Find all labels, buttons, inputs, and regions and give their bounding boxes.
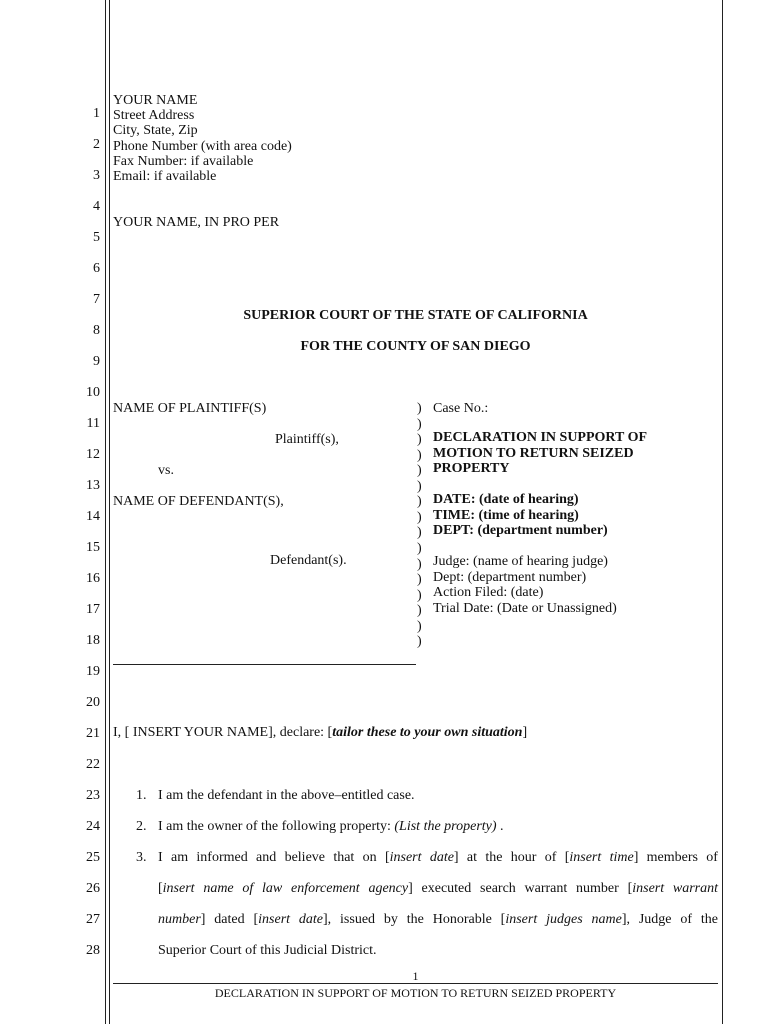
line-number: 8 [93,323,100,338]
item-2-text: I am the owner of the following property: (List the property) . [158,819,504,834]
dept: Dept: (department number) [433,570,587,585]
line-number: 19 [86,664,100,679]
item-3-line: I am informed and believe that on [insert date] at the hour of [insert time] members of [158,850,718,865]
line-number: 14 [86,509,100,524]
footer-title: DECLARATION IN SUPPORT OF MOTION TO RETURN SEIZED PROPERTY [214,986,617,1000]
plaintiff-name: NAME OF PLAINTIFF(S) [113,401,267,416]
header-pro-per: YOUR NAME, IN PRO PER [113,215,280,230]
caption-bottom-rule [113,664,416,665]
line-number: 5 [93,230,100,245]
line-number: 4 [93,199,100,214]
line-number: 27 [86,912,100,927]
line-number: 22 [86,757,100,772]
line-number: 2 [93,137,100,152]
line-number: 9 [93,354,100,369]
line-number: 26 [86,881,100,896]
hearing-date: DATE: (date of hearing) [433,492,579,507]
caption-paren: ) [417,556,422,572]
line-number: 23 [86,788,100,803]
line-number: 3 [93,168,100,183]
caption-paren: ) [417,525,422,541]
line-number: 12 [86,447,100,462]
header-name: YOUR NAME [113,93,198,108]
court-name: SUPERIOR COURT OF THE STATE OF CALIFORNIA [243,308,588,323]
item-3-line: number] dated [insert date], issued by the Honorable [insert judges name], Judge of the [158,912,718,927]
line-number: 20 [86,695,100,710]
doc-title-line2: MOTION TO RETURN SEIZED [433,446,634,461]
line-number: 7 [93,292,100,307]
header-fax: Fax Number: if available [113,154,254,169]
line-number: 28 [86,943,100,958]
defendant-name: NAME OF DEFENDANT(S), [113,494,284,509]
line-number: 13 [86,478,100,493]
line-number: 11 [86,416,100,431]
line-number: 15 [86,540,100,555]
line-number: 25 [86,850,100,865]
caption-paren: ) [417,478,422,494]
item-3-line: Superior Court of this Judicial District. [158,943,377,958]
defendant-label: Defendant(s). [270,553,347,568]
line-number: 18 [86,633,100,648]
judge: Judge: (name of hearing judge) [433,554,608,569]
declaration-intro: I, [ INSERT YOUR NAME], declare: [tailor these to your own situation] [113,725,528,740]
item-1-text: I am the defendant in the above–entitled case. [158,788,415,803]
header-phone: Phone Number (with area code) [113,139,292,154]
header-email: Email: if available [113,169,217,184]
caption-paren: ) [417,572,422,588]
doc-title-line1: DECLARATION IN SUPPORT OF [433,430,648,445]
line-number: 10 [86,385,100,400]
caption-paren: ) [417,634,422,650]
case-number: Case No.: [433,401,489,416]
item-3-number: 3. [136,850,147,865]
caption-paren: ) [417,447,422,463]
action-filed: Action Filed: (date) [433,585,544,600]
left-margin-rule-outer [105,0,106,1024]
versus: vs. [158,463,174,478]
caption-paren: ) [417,618,422,634]
doc-title-line3: PROPERTY [433,461,510,476]
line-number: 24 [86,819,100,834]
hearing-time: TIME: (time of hearing) [433,508,579,523]
item-1-number: 1. [136,788,147,803]
hearing-dept: DEPT: (department number) [433,523,608,538]
left-margin-rule-inner [109,0,110,1024]
caption-paren: ) [417,432,422,448]
footer-rule [113,983,718,984]
page-number: 1 [412,969,419,983]
plaintiff-label: Plaintiff(s), [275,432,339,447]
caption-paren: ) [417,494,422,510]
right-margin-rule [722,0,723,1024]
caption-paren: ) [417,401,422,416]
caption-paren: ) [417,509,422,525]
line-number: 6 [93,261,100,276]
trial-date: Trial Date: (Date or Unassigned) [433,601,617,616]
caption-paren: ) [417,540,422,556]
caption-paren: ) [417,416,422,432]
line-number: 21 [86,726,100,741]
caption-paren: ) [417,463,422,479]
line-number: 1 [93,106,100,121]
caption-paren: ) [417,587,422,603]
line-number: 17 [86,602,100,617]
line-number: 16 [86,571,100,586]
item-3-line: [insert name of law enforcement agency] executed search warrant number [insert warrant [158,881,719,896]
caption-paren: ) [417,603,422,619]
header-street: Street Address [113,108,195,123]
item-2-number: 2. [136,819,147,834]
header-city: City, State, Zip [113,123,198,138]
court-county: FOR THE COUNTY OF SAN DIEGO [300,339,531,354]
